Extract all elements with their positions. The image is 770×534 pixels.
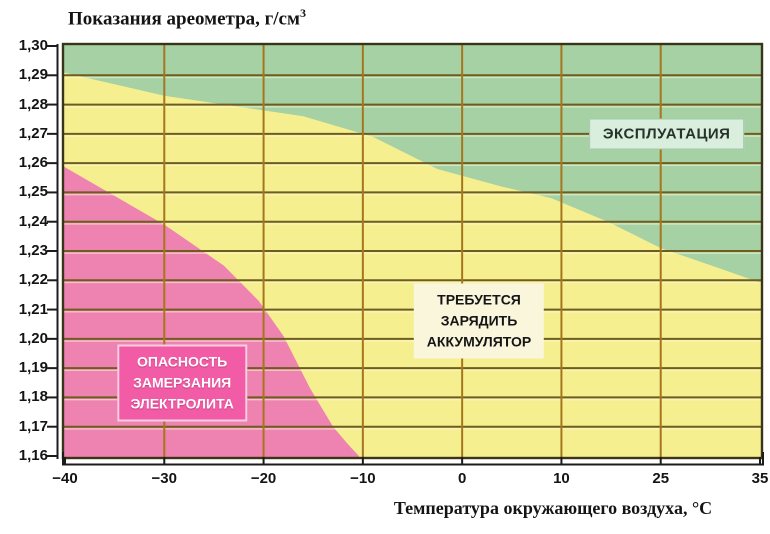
y-tick-label: 1,30 [18,37,48,54]
y-tick-label: 1,26 [18,154,48,172]
x-tick-label: 0 [457,470,467,487]
y-tick-label: 1,25 [18,183,48,201]
chart-title-text: Показания ареометра, г/см [68,8,300,30]
zone-label-freezing-line-2: ЗАМЕРЗАНИЯ [133,374,232,391]
y-tick-label: 1,27 [18,124,48,142]
y-tick-label: 1,16 [18,447,48,464]
y-tick-label: 1,20 [18,329,48,347]
zone-label-charge-line-3: АККУМУЛЯТОР [426,333,532,350]
y-tick-label: 1,22 [18,271,48,289]
zone-label-charge-required [414,284,544,359]
chart-title-superscript: 3 [299,6,306,20]
y-tick-label: 1,17 [18,417,48,435]
y-tick-label: 1,21 [18,300,48,318]
x-tick-label: 35 [751,470,769,487]
y-tick-label: 1,18 [18,388,48,406]
zone-label-charge-line-2: ЗАРЯДИТЬ [440,312,518,329]
y-tick-label: 1,19 [18,359,48,377]
zone-label-freezing-line-1: ОПАСНОСТЬ [137,353,228,370]
x-tick-label: −30 [151,470,177,487]
x-axis-title: Температура окружающего воздуха, °С [393,498,713,518]
y-tick-label: 1,24 [18,212,48,230]
x-tick-label: −40 [52,470,78,487]
x-tick-label: 25 [652,470,670,487]
zone-label-operation [589,118,745,149]
x-tick-label: −10 [350,470,376,487]
y-tick-label: 1,23 [18,242,48,259]
x-tick-label: −20 [250,470,277,487]
zone-label-freezing-line-3: ЭЛЕКТРОЛИТА [130,395,234,412]
zone-label-operation-line: ЭКСПЛУАТАЦИЯ [602,125,731,143]
y-tick-label: 1,28 [18,95,48,113]
y-tick-label: 1,29 [18,66,48,84]
x-tick-label: 10 [553,470,570,487]
zone-label-charge-line-1: ТРЕБУЕТСЯ [437,291,521,308]
zone-label-freezing-danger [117,344,246,421]
